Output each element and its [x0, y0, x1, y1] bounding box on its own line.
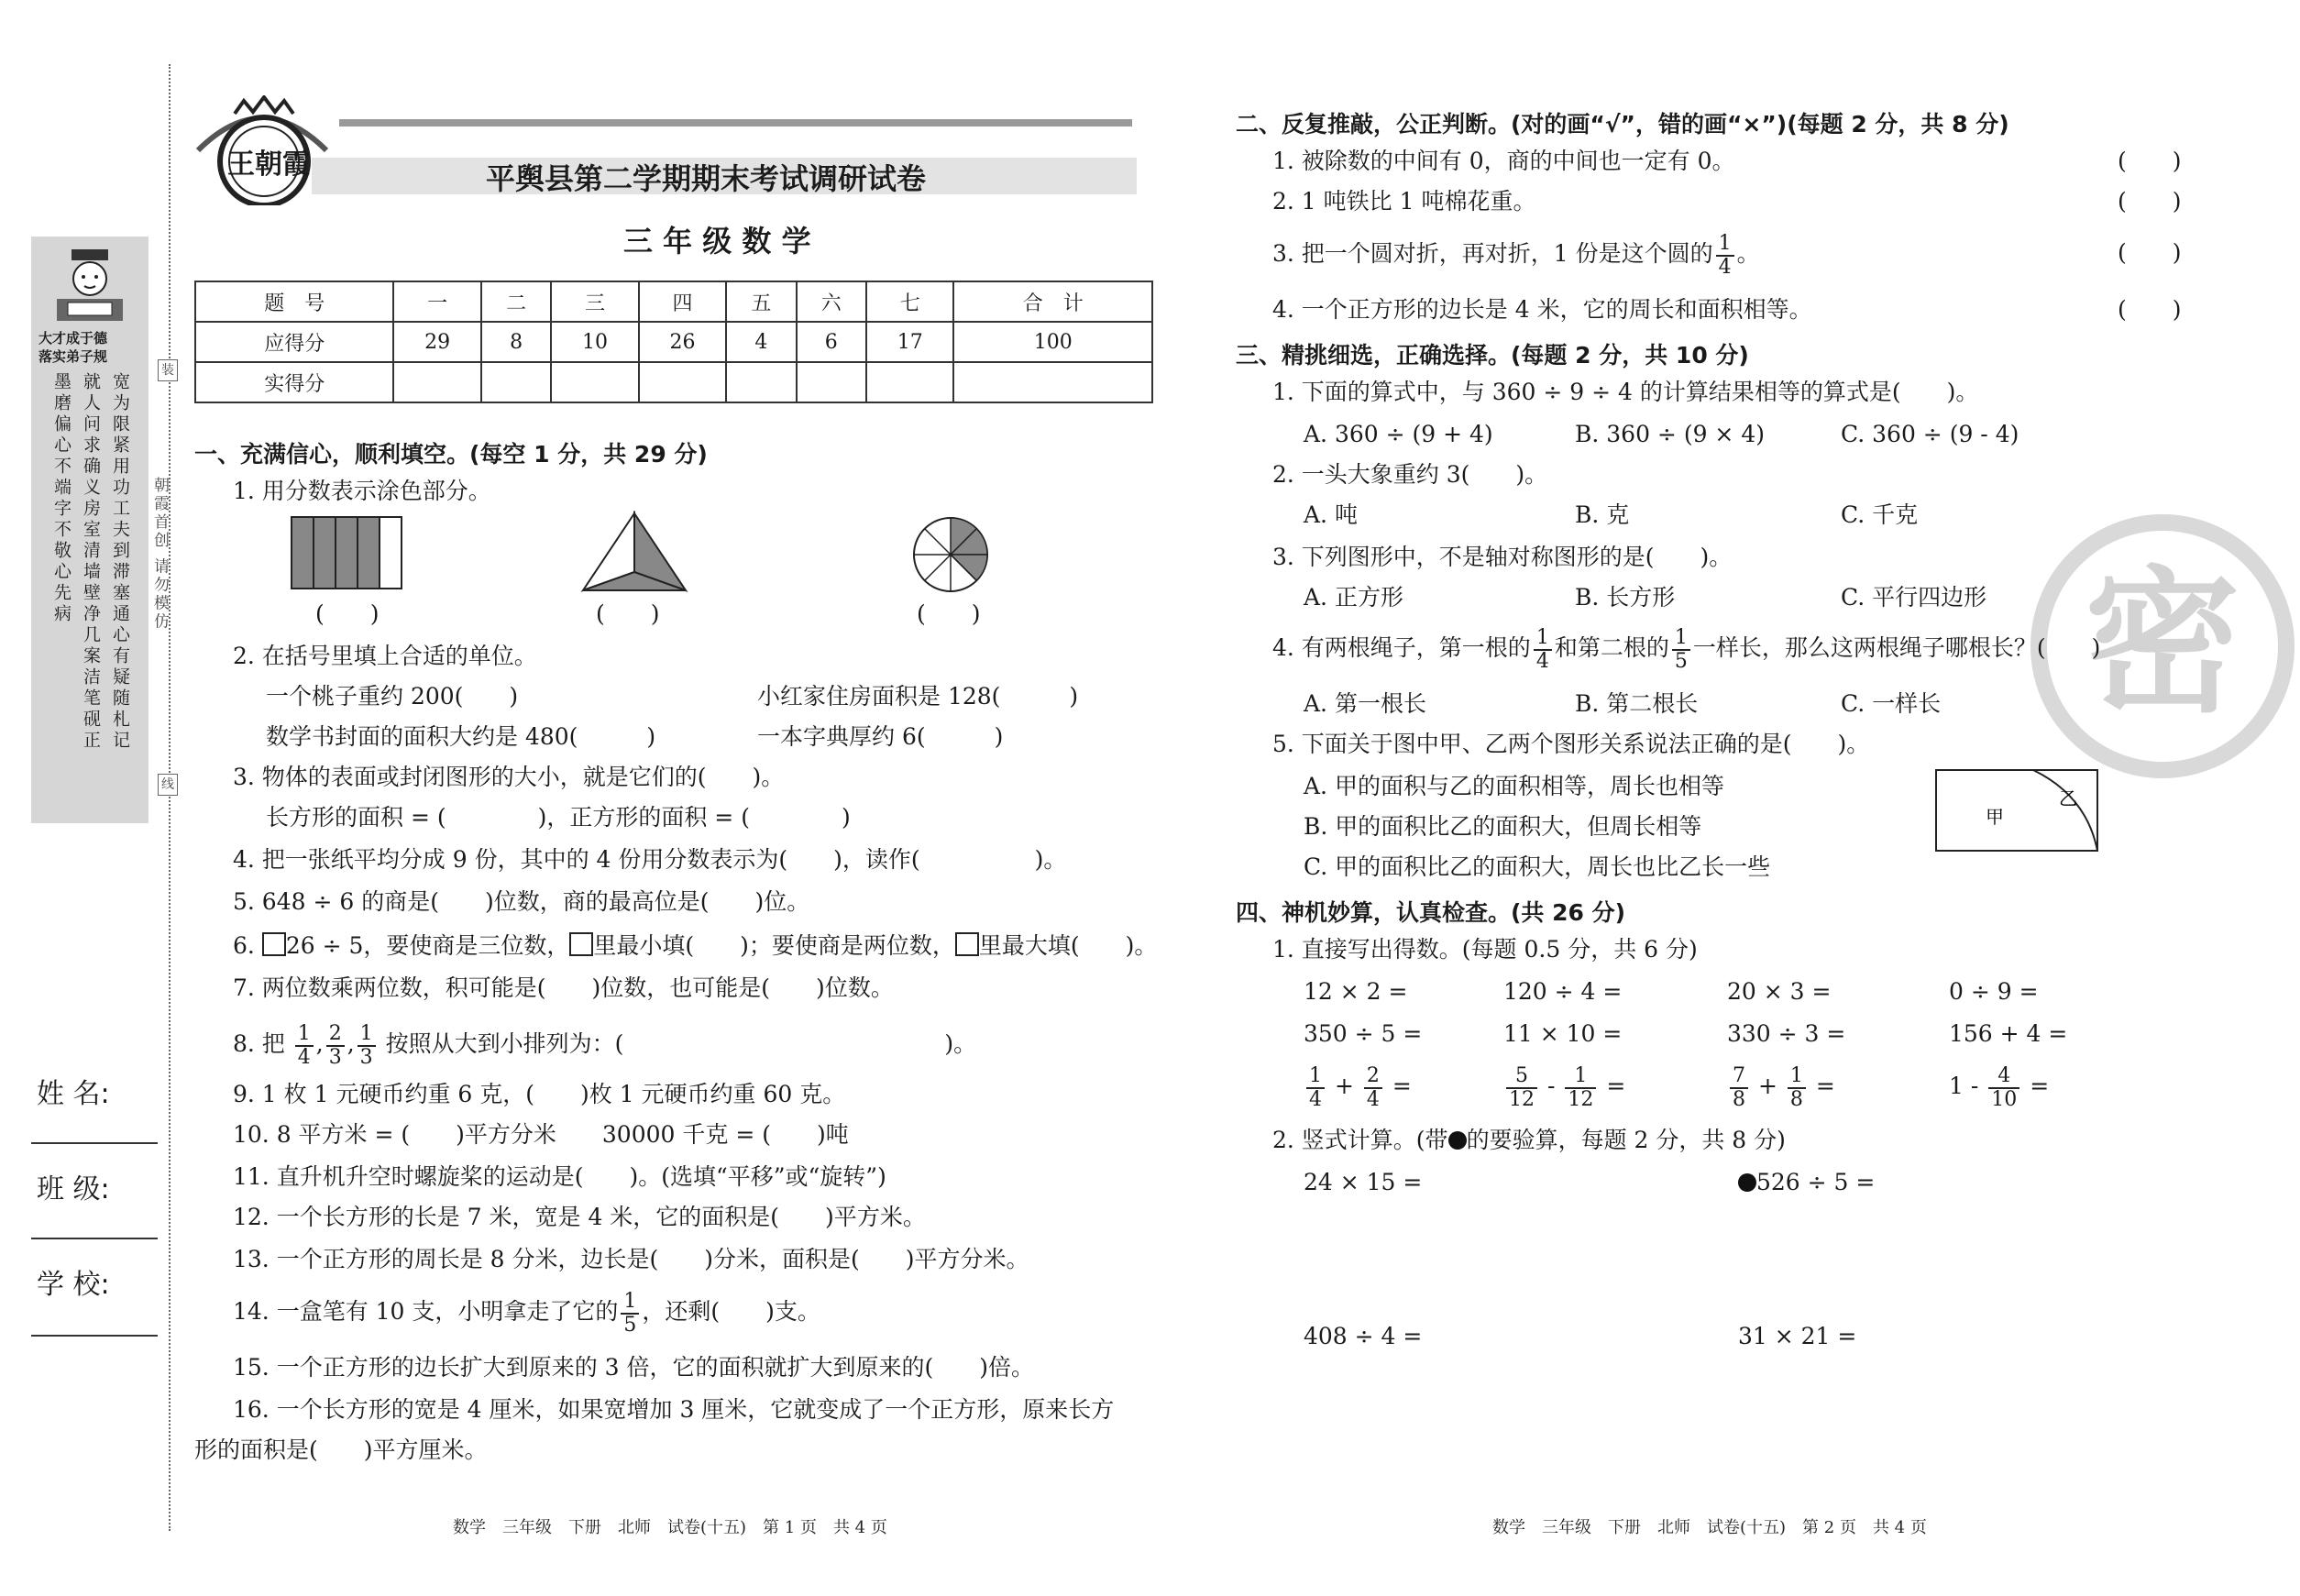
option[interactable]: A. 第一根长	[1304, 690, 1426, 717]
denominator: 3	[328, 1045, 342, 1069]
check-dot-icon	[1448, 1131, 1467, 1150]
fraction	[326, 1023, 345, 1069]
calc-item	[1949, 1062, 2049, 1111]
table-cell: 合 计	[953, 281, 1152, 322]
table-cell: 17	[866, 322, 953, 362]
table-row	[195, 322, 1152, 362]
denominator: 4	[1535, 649, 1549, 673]
binding-box-2: 线	[158, 774, 178, 796]
table-cell: 一	[393, 281, 480, 322]
page-footer-left: 数学 三年级 下册 北师 试卷(十五) 第 1 页 共 4 页	[453, 1518, 887, 1537]
class-field[interactable]	[31, 1238, 158, 1239]
shaded-triangle-figure	[579, 510, 689, 596]
numerator: 1	[621, 1291, 639, 1315]
fraction	[1988, 1065, 2019, 1111]
question	[1272, 1126, 1786, 1155]
question: 13. 一个正方形的周长是 8 分米，边长是( )分米，面积是( )平方分米。	[233, 1246, 1029, 1272]
table-cell: 4	[726, 322, 796, 362]
page-footer-right: 数学 三年级 下册 北师 试卷(十五) 第 2 页 共 4 页	[1492, 1518, 1927, 1537]
motto-column-2: 就人问求确义房室清墙壁净几案洁笔砚正	[81, 372, 101, 752]
exam-title: 平舆县第二学期期末考试调研试卷	[486, 161, 927, 196]
equals: =	[1606, 1073, 1626, 1099]
section-1-title: 一、充满信心，顺利填空。(每空 1 分，共 29 分)	[194, 441, 708, 468]
question: 2. 1 吨铁比 1 吨棉花重。	[1272, 188, 1536, 215]
section-4-title: 四、神机妙算，认真检查。(共 26 分)	[1236, 899, 1626, 926]
table-cell: 8	[481, 322, 551, 362]
question: 7. 两位数乘两位数，积可能是( )位数，也可能是( )位数。	[233, 974, 894, 1001]
option[interactable]: C. 一样长	[1841, 690, 1942, 717]
option[interactable]: B. 第二根长	[1575, 690, 1699, 717]
figure-label-yi: 乙	[2059, 787, 2077, 809]
option[interactable]: A. 吨	[1304, 501, 1358, 528]
score-input-cell[interactable]	[726, 362, 796, 402]
denominator: 8	[1733, 1087, 1745, 1111]
calc-item: 20 × 3 =	[1727, 978, 1832, 1005]
option[interactable]: C. 甲的面积比乙的面积大，周长也比乙长一些	[1304, 853, 1771, 880]
fraction	[1730, 1065, 1748, 1111]
question-part: 数学书封面的面积大约是 480( )	[266, 723, 656, 750]
check-dot-icon	[1738, 1173, 1756, 1192]
numerator: 1	[358, 1023, 376, 1047]
shaded-rectangle-figure	[290, 515, 409, 592]
fraction	[1534, 627, 1552, 673]
blank-box-icon	[262, 932, 286, 956]
denominator: 8	[1789, 1087, 1803, 1111]
table-cell: 七	[866, 281, 953, 322]
fraction	[1506, 1065, 1537, 1111]
figure-label-jia: 甲	[1986, 806, 2004, 828]
question-text: 按照从大到小排列为：( )。	[385, 1030, 977, 1057]
denominator: 5	[1674, 649, 1688, 673]
numerator: 1	[1534, 627, 1552, 651]
score-input-cell[interactable]	[551, 362, 638, 402]
operator: -	[1546, 1073, 1556, 1099]
denominator: 10	[1991, 1087, 2018, 1111]
question-text: 6.	[233, 932, 262, 959]
denominator: 4	[297, 1045, 311, 1069]
scholar-illustration	[51, 248, 128, 330]
question-part: 长方形的面积 = ( )，正方形的面积 = ( )	[266, 804, 851, 831]
logo-text: 王朝霞	[227, 149, 310, 181]
question: 2. 一头大象重约 3( )。	[1272, 461, 1548, 488]
question-text: 一样长，那么这两根绳子哪根长？( )	[1692, 634, 2101, 661]
operator: +	[1334, 1073, 1354, 1099]
title-ribbon	[339, 119, 1132, 127]
equals: =	[1392, 1073, 1412, 1099]
table-cell: 五	[726, 281, 796, 322]
question: 5. 下面关于图中甲、乙两个图形关系说法正确的是( )。	[1272, 731, 1870, 757]
option[interactable]: A. 360 ÷ (9 + 4)	[1304, 421, 1493, 447]
binding-line	[169, 64, 171, 1531]
table-cell: 6	[797, 322, 866, 362]
answer-blank[interactable]: ( )	[596, 600, 660, 627]
score-input-cell[interactable]	[639, 362, 726, 402]
binding-box-1: 装	[158, 359, 178, 381]
equals: =	[1815, 1073, 1835, 1099]
denominator: 3	[359, 1045, 373, 1069]
option[interactable]: B. 长方形	[1575, 584, 1676, 611]
question-text: 里最小填( )；要使商是两位数，	[593, 932, 955, 959]
score-table	[194, 281, 1153, 403]
question-text: 3. 把一个圆对折，再对折，1 份是这个圆的	[1272, 240, 1713, 267]
name-field[interactable]	[31, 1142, 158, 1144]
question: 4. 把一张纸平均分成 9 份，其中的 4 份用分数表示为( )，读作( )。	[233, 846, 1067, 873]
numerator: 1	[1672, 627, 1690, 651]
fraction	[1672, 627, 1690, 673]
table-cell: 实得分	[195, 362, 393, 402]
fraction	[1788, 1065, 1806, 1111]
work-area[interactable]	[1738, 1210, 2123, 1320]
calc-item	[1503, 1062, 1625, 1111]
question-text: ，还剩( )支。	[642, 1298, 820, 1325]
fraction	[1306, 1065, 1325, 1111]
calc-item: 0 ÷ 9 =	[1949, 978, 2039, 1005]
option[interactable]: C. 平行四边形	[1841, 584, 1987, 611]
question: 15. 一个正方形的边长扩大到原来的 3 倍，它的面积就扩大到原来的( )倍。	[233, 1354, 1035, 1381]
answer-blank[interactable]: ( )	[2118, 188, 2182, 215]
question-text: 8. 把	[233, 1030, 285, 1057]
numerator: 4	[1988, 1065, 2019, 1089]
motto-column-1: 宽为限紧用功工夫到滞塞通心有疑随札记	[110, 372, 130, 752]
question: 3. 物体的表面或封闭图形的大小，就是它们的( )。	[233, 764, 785, 790]
section-3-title: 三、精挑细选，正确选择。(每题 2 分，共 10 分)	[1236, 342, 1749, 369]
score-input-cell[interactable]	[866, 362, 953, 402]
option[interactable]: B. 甲的面积比乙的面积大，但周长相等	[1304, 813, 1702, 840]
numerator: 1	[1788, 1065, 1806, 1089]
calc-item	[1304, 1062, 1412, 1111]
score-input-cell[interactable]	[797, 362, 866, 402]
table-cell: 六	[797, 281, 866, 322]
score-table-header	[195, 281, 1152, 322]
calc-item: 11 × 10 =	[1503, 1020, 1623, 1047]
fraction	[1565, 1065, 1596, 1111]
question: 4. 一个正方形的边长是 4 米，它的周长和面积相等。	[1272, 296, 1812, 323]
school-field[interactable]	[31, 1335, 158, 1337]
table-cell: 29	[393, 322, 480, 362]
question: 12. 一个长方形的长是 7 米，宽是 4 米，它的面积是( )平方米。	[233, 1204, 926, 1230]
numerator: 2	[1364, 1065, 1382, 1089]
option[interactable]: B. 克	[1575, 501, 1630, 528]
question	[1272, 623, 2100, 673]
denominator: 4	[1718, 255, 1732, 279]
score-input-cell[interactable]	[393, 362, 480, 402]
question: 3. 下列图形中，不是轴对称图形的是( )。	[1272, 544, 1733, 570]
fraction	[295, 1023, 314, 1069]
denominator: 12	[1509, 1087, 1535, 1111]
table-cell: 四	[639, 281, 726, 322]
answer-blank[interactable]: ( )	[917, 600, 981, 627]
score-input-cell[interactable]	[953, 362, 1152, 402]
denominator: 5	[623, 1313, 637, 1337]
calc-item: 350 ÷ 5 =	[1304, 1020, 1423, 1047]
answer-blank[interactable]: ( )	[2118, 296, 2182, 323]
calc-item	[1738, 1168, 1875, 1197]
answer-blank[interactable]: ( )	[315, 600, 380, 627]
question-text: 26 ÷ 5，要使商是三位数，	[285, 932, 570, 959]
table-cell: 26	[639, 322, 726, 362]
numerator: 1	[295, 1023, 314, 1047]
answer-blank[interactable]: ( )	[2118, 148, 2182, 174]
table-cell: 题 号	[195, 281, 393, 322]
question: 10. 8 平方米 = ( )平方分米 30000 千克 = ( )吨	[233, 1121, 849, 1148]
denominator: 4	[1309, 1087, 1322, 1111]
question-part: 一本字典厚约 6( )	[757, 723, 1004, 750]
score-input-cell[interactable]	[481, 362, 551, 402]
table-cell: 二	[481, 281, 551, 322]
question: 1. 下面的算式中，与 360 ÷ 9 ÷ 4 的计算结果相等的算式是( )。	[1272, 379, 1979, 405]
question: 16. 一个长方形的宽是 4 厘米，如果宽增加 3 厘米，它就变成了一个正方形，原来长方	[233, 1396, 1115, 1423]
question: 1. 直接写出得数。(每题 0.5 分，共 6 分)	[1272, 936, 1698, 963]
name-label: 姓 名:	[37, 1078, 110, 1110]
sidebar-motto-panel	[31, 237, 149, 823]
question-text: 和第二根的	[1554, 634, 1669, 661]
calc-item: 120 ÷ 4 =	[1503, 978, 1623, 1005]
calc-item: 31 × 21 =	[1738, 1323, 1857, 1349]
question-continued: 形的面积是( )平方厘米。	[194, 1436, 488, 1463]
question: 9. 1 枚 1 元硬币约重 6 克，( )枚 1 元硬币约重 60 克。	[233, 1081, 846, 1107]
question	[233, 931, 1157, 961]
question	[233, 1287, 820, 1337]
table-cell: 三	[551, 281, 638, 322]
motto-line-2: 落实弟子规	[39, 348, 108, 365]
operator: +	[1757, 1073, 1777, 1099]
shaded-circle-figure	[911, 515, 990, 594]
question: 1. 被除数的中间有 0，商的中间也一定有 0。	[1272, 148, 1735, 174]
numerator: 1	[1716, 233, 1734, 257]
calc-text: 526 ÷ 5 =	[1756, 1169, 1876, 1195]
denominator: 4	[1366, 1087, 1380, 1111]
question: 5. 648 ÷ 6 的商是( )位数，商的最高位是( )位。	[233, 888, 810, 915]
answer-blank[interactable]: ( )	[2118, 239, 2182, 266]
option[interactable]: A. 甲的面积与乙的面积相等，周长也相等	[1304, 773, 1724, 799]
calc-item: 156 + 4 =	[1949, 1020, 2068, 1047]
question	[1272, 229, 1760, 279]
exam-subtitle: 三 年 级 数 学	[623, 224, 811, 259]
option[interactable]: B. 360 ÷ (9 × 4)	[1575, 421, 1765, 447]
numerator: 1	[1306, 1065, 1325, 1089]
section-2-title: 二、反复推敲，公正判断。(对的画“√”，错的画“×”)(每题 2 分，共 8 分)	[1236, 111, 2009, 138]
fraction	[1364, 1065, 1382, 1111]
calc-item: 408 ÷ 4 =	[1304, 1323, 1423, 1349]
calc-item	[1727, 1062, 1835, 1111]
question-text: 。	[1736, 240, 1760, 267]
numerator: 1	[1565, 1065, 1596, 1089]
option[interactable]: A. 正方形	[1304, 584, 1403, 611]
question-text: 14. 一盒笔有 10 支，小明拿走了它的	[233, 1298, 619, 1325]
calc-item: 12 × 2 =	[1304, 978, 1408, 1005]
fraction	[358, 1023, 376, 1069]
table-cell: 10	[551, 322, 638, 362]
question: 2. 在括号里填上合适的单位。	[233, 643, 537, 669]
blank-box-icon	[955, 932, 979, 956]
question-text: 里最大填( )。	[978, 932, 1158, 959]
blank-box-icon	[569, 932, 593, 956]
school-label: 学 校:	[37, 1269, 110, 1301]
copyright-note: 朝霞首创 请勿模仿	[150, 477, 169, 632]
work-area[interactable]	[1304, 1210, 1689, 1320]
watermark-char: 密	[2084, 553, 2241, 734]
question-part: 小红家住房面积是 128( )	[757, 683, 1079, 710]
equals: =	[2030, 1073, 2050, 1099]
question-text: 4. 有两根绳子，第一根的	[1272, 634, 1531, 661]
calc-item: 330 ÷ 3 =	[1727, 1020, 1846, 1047]
motto-line-1: 大才成于德	[39, 330, 108, 347]
motto-column-3: 墨磨偏心不端字不敬心先病	[51, 372, 72, 625]
operator: -	[1970, 1073, 1979, 1099]
table-cell: 应得分	[195, 322, 393, 362]
question-text: 的要验算，每题 2 分，共 8 分)	[1466, 1127, 1786, 1153]
shape-comparison-figure	[1934, 768, 2101, 854]
option[interactable]: C. 360 ÷ (9 - 4)	[1841, 421, 2019, 447]
numerator: 5	[1506, 1065, 1537, 1089]
question-part: 一个桃子重约 200( )	[266, 683, 519, 710]
option[interactable]: C. 千克	[1841, 501, 1919, 528]
question: 1. 用分数表示涂色部分。	[233, 478, 491, 504]
fraction	[621, 1291, 639, 1337]
table-row	[195, 362, 1152, 402]
table-cell: 100	[953, 322, 1152, 362]
question: 11. 直升机升空时螺旋桨的运动是( )。(选填“平移”或“旋转”)	[233, 1163, 886, 1190]
class-label: 班 级:	[37, 1173, 110, 1205]
question-text: 2. 竖式计算。(带	[1272, 1127, 1448, 1153]
denominator: 12	[1568, 1087, 1594, 1111]
numerator: 2	[326, 1023, 345, 1047]
fraction	[1716, 233, 1734, 279]
question: 8. 把 $\frac{1}{4}$ , $\frac{2}{3}$ , $\frac{1}{3}$ 按照从大到小排列为：( )。	[233, 1021, 977, 1069]
integer: 1	[1949, 1073, 1964, 1099]
numerator: 7	[1730, 1065, 1748, 1089]
calc-item: 24 × 15 =	[1304, 1169, 1423, 1195]
